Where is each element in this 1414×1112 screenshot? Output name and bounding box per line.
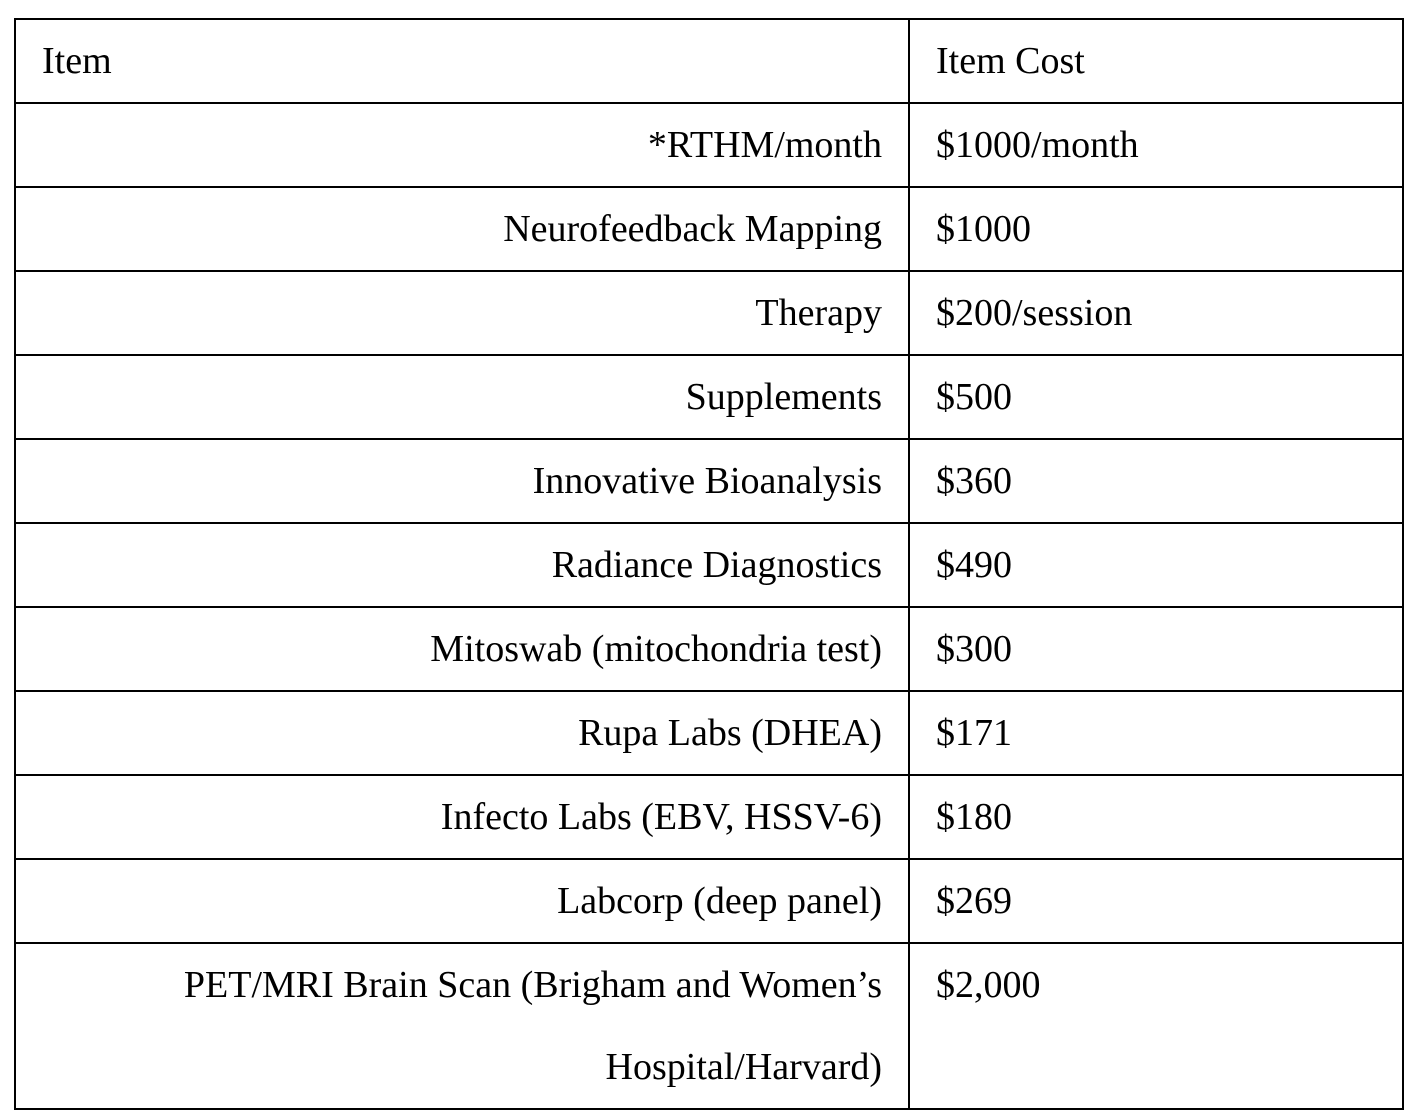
table-row	[15, 775, 1403, 859]
cost-cell: $171	[909, 691, 1403, 775]
item-cell: Therapy	[15, 271, 909, 355]
cost-table	[14, 18, 1404, 1110]
table-row	[15, 691, 1403, 775]
item-cell: Supplements	[15, 355, 909, 439]
header-item-cost: Item Cost	[909, 19, 1403, 103]
table-row	[15, 943, 1403, 1109]
cost-cell: $490	[909, 523, 1403, 607]
table-row	[15, 187, 1403, 271]
table-row	[15, 607, 1403, 691]
table-row	[15, 271, 1403, 355]
cost-cell: $300	[909, 607, 1403, 691]
table-header-row	[15, 19, 1403, 103]
item-cell: Labcorp (deep panel)	[15, 859, 909, 943]
item-cell: Innovative Bioanalysis	[15, 439, 909, 523]
item-cell: Radiance Diagnostics	[15, 523, 909, 607]
table-row	[15, 859, 1403, 943]
item-cell: PET/MRI Brain Scan (Brigham and Women’s Hospital/Harvard)	[15, 943, 909, 1109]
item-cell: Mitoswab (mitochondria test)	[15, 607, 909, 691]
cost-cell: $269	[909, 859, 1403, 943]
item-cell: Rupa Labs (DHEA)	[15, 691, 909, 775]
cost-cell: $180	[909, 775, 1403, 859]
cost-cell: $360	[909, 439, 1403, 523]
item-cell: Infecto Labs (EBV, HSSV-6)	[15, 775, 909, 859]
table-row	[15, 355, 1403, 439]
cost-cell: $200/session	[909, 271, 1403, 355]
item-cell: Neurofeedback Mapping	[15, 187, 909, 271]
table-row	[15, 439, 1403, 523]
cost-cell: $1000/month	[909, 103, 1403, 187]
cost-cell: $2,000	[909, 943, 1403, 1109]
cost-cell: $1000	[909, 187, 1403, 271]
header-item: Item	[15, 19, 909, 103]
table-row	[15, 523, 1403, 607]
cost-cell: $500	[909, 355, 1403, 439]
table-row	[15, 103, 1403, 187]
item-cell: *RTHM/month	[15, 103, 909, 187]
